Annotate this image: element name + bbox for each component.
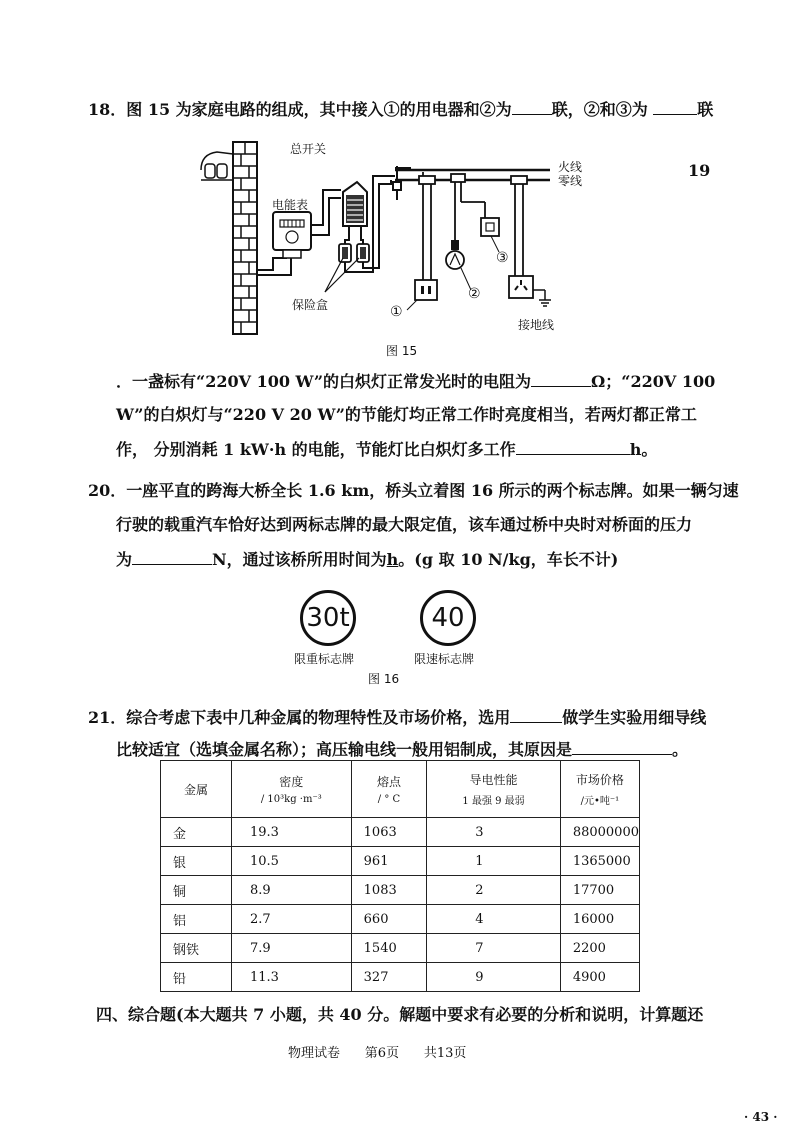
- answer-blank[interactable]: [531, 370, 591, 387]
- header-title: 市场价格: [575, 773, 624, 787]
- question-21-text-b: 做学生实验用细导线: [562, 708, 707, 727]
- answer-blank[interactable]: [132, 548, 212, 565]
- question-18-text: 18．图 15 为家庭电路的组成，其中接入①的用电器和②为: [88, 100, 512, 119]
- ground-icon: [533, 290, 551, 306]
- page-footer: 物理试卷 第6页 共13页: [288, 1046, 467, 1061]
- lamp-icon: [446, 240, 464, 269]
- cell-melting-point: 1083: [351, 876, 427, 905]
- question-20-text-c: 。(g 取 10 N/kg，车长不计): [398, 550, 619, 569]
- header-title: 金属: [183, 782, 208, 797]
- header-conductivity: [427, 761, 561, 818]
- answer-blank[interactable]: [510, 706, 562, 723]
- question-18-text-c: 联: [697, 100, 714, 119]
- question-19-text-b: Ω；“220V 100: [591, 372, 716, 391]
- label-live-wire: 火线: [558, 160, 583, 174]
- question-21-line-1: [88, 706, 706, 729]
- answer-blank[interactable]: [512, 98, 552, 115]
- weight-limit-label: 限重标志牌: [294, 652, 355, 666]
- question-21-text-c: 比较适宜（选填金属名称）；高压输电线一般用铝制成，其原因是: [116, 740, 573, 759]
- cell-metal: 铜: [161, 876, 232, 905]
- label-ground-wire: 接地线: [518, 318, 555, 332]
- cell-conductivity: 3: [427, 818, 561, 847]
- cell-conductivity: 9: [427, 963, 561, 992]
- cell-price: 1365000: [560, 847, 639, 876]
- page-number: · 43 ·: [744, 1110, 778, 1124]
- cell-metal: 铅: [161, 963, 232, 992]
- cell-density: 19.3: [231, 818, 351, 847]
- cell-density: 10.5: [231, 847, 351, 876]
- table-row: [161, 963, 640, 992]
- question-21-text: 21．综合考虑下表中几种金属的物理特性及市场价格，选用: [88, 708, 511, 727]
- cell-conductivity: 1: [427, 847, 561, 876]
- header-price: [560, 761, 639, 818]
- cell-melting-point: 961: [351, 847, 427, 876]
- cell-metal: 钢铁: [161, 934, 232, 963]
- cell-density: 7.9: [231, 934, 351, 963]
- cell-price: 2200: [560, 934, 639, 963]
- answer-blank[interactable]: [516, 438, 630, 455]
- question-19-line-1: [116, 370, 715, 393]
- question-20-line-2: 行驶的载重汽车恰好达到两标志牌的最大限定值，该车通过桥中央时对桥面的压力: [116, 515, 693, 534]
- cell-price: 16000: [560, 905, 639, 934]
- table-row: [161, 876, 640, 905]
- cell-conductivity: 2: [427, 876, 561, 905]
- cell-conductivity: 7: [427, 934, 561, 963]
- metal-properties-table: [160, 760, 640, 992]
- marker-2: ②: [468, 286, 481, 302]
- header-unit: 1 最强 9 最弱: [462, 796, 525, 807]
- energy-meter-icon: [273, 212, 311, 258]
- table-row: [161, 847, 640, 876]
- wall-switch-icon: [481, 218, 499, 236]
- label-neutral-wire: 零线: [558, 174, 583, 188]
- three-pin-socket-icon: [509, 276, 533, 298]
- insulator-icon: [201, 152, 233, 180]
- header-metal: [161, 761, 232, 818]
- question-21-line-2: [116, 738, 688, 761]
- question-20-line-1: 20．一座平直的跨海大桥全长 1.6 km，桥头立着图 16 所示的两个标志牌。如果一辆匀速: [88, 481, 739, 500]
- header-unit: /元•吨⁻¹: [580, 796, 620, 807]
- weight-limit-sign: 30t: [300, 590, 356, 646]
- table-row: [161, 934, 640, 963]
- table-header-row: [161, 761, 640, 818]
- question-19-line-3: [116, 438, 657, 461]
- cell-metal: 铝: [161, 905, 232, 934]
- question-20-line-3: [116, 548, 618, 571]
- brick-wall: [233, 142, 257, 334]
- cell-price: 88000000: [560, 818, 639, 847]
- table-row: [161, 818, 640, 847]
- cell-melting-point: 327: [351, 963, 427, 992]
- side-number: 19: [688, 161, 711, 180]
- marker-1: ①: [390, 304, 403, 320]
- cell-metal: 金: [161, 818, 232, 847]
- header-title: 密度: [279, 775, 304, 789]
- speed-limit-sign: 40: [420, 590, 476, 646]
- section-4-heading: 四、综合题(本大题共 7 小题，共 40 分。解题中要求有必要的分析和说明，计算题还: [96, 1005, 704, 1024]
- question-20-unit: h: [386, 550, 399, 569]
- cell-conductivity: 4: [427, 905, 561, 934]
- question-18-text-b: 联，②和③为: [551, 100, 648, 119]
- marker-3: ③: [496, 250, 509, 266]
- fuse-box-icon: [339, 244, 369, 262]
- question-21-text-d: 。: [672, 740, 689, 759]
- answer-blank[interactable]: [653, 98, 697, 115]
- cell-melting-point: 1540: [351, 934, 427, 963]
- figure-15-caption: 图 15: [386, 344, 418, 358]
- main-switch-icon: [343, 182, 367, 226]
- cell-density: 8.9: [231, 876, 351, 905]
- speed-limit-label: 限速标志牌: [414, 652, 475, 666]
- label-main-switch: 总开关: [290, 142, 327, 156]
- socket-icon: [415, 266, 437, 300]
- label-energy-meter: 电能表: [272, 198, 309, 212]
- cell-melting-point: 1063: [351, 818, 427, 847]
- cell-density: 11.3: [231, 963, 351, 992]
- header-unit: / 10³kg ·m⁻³: [260, 794, 322, 805]
- cell-price: 17700: [560, 876, 639, 905]
- question-20-text-b: N，通过该桥所用时间为: [212, 550, 387, 569]
- question-20-text: 为: [116, 550, 133, 569]
- question-19-line-2: W”的白炽灯与“220 V 20 W”的节能灯均正常工作时亮度相当，若两灯都正常工: [116, 405, 697, 424]
- cell-melting-point: 660: [351, 905, 427, 934]
- cell-price: 4900: [560, 963, 639, 992]
- header-title: 导电性能: [469, 773, 518, 787]
- question-19-text-c: 作， 分别消耗 1 kW·h 的电能，节能灯比白炽灯多工作: [116, 440, 516, 459]
- header-density: [231, 761, 351, 818]
- cell-metal: 银: [161, 847, 232, 876]
- header-melting-point: [351, 761, 427, 818]
- header-title: 熔点: [376, 775, 401, 789]
- question-19-text: ．一盏标有“220V 100 W”的白炽灯正常发光时的电阻为: [116, 372, 532, 391]
- cell-density: 2.7: [231, 905, 351, 934]
- header-unit: / ° C: [377, 794, 401, 805]
- question-18: [88, 98, 713, 121]
- question-19-text-d: h。: [629, 440, 658, 459]
- answer-blank[interactable]: [572, 738, 672, 755]
- figure-16-caption: 图 16: [368, 672, 400, 686]
- label-fuse-box: 保险盒: [292, 298, 329, 312]
- table-row: [161, 905, 640, 934]
